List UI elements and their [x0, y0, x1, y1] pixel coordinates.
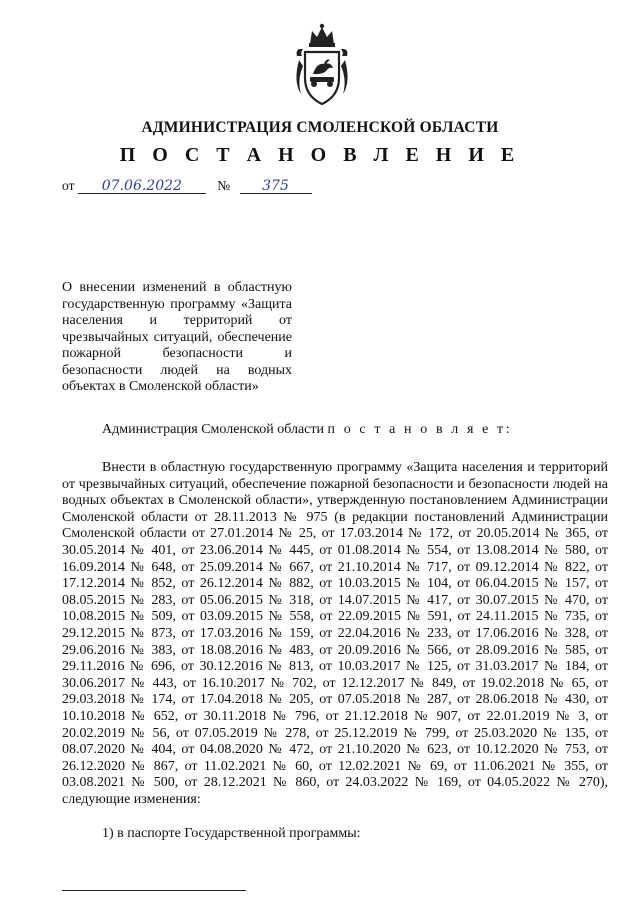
- organization-title: АДМИНИСТРАЦИЯ СМОЛЕНСКОЙ ОБЛАСТИ: [141, 119, 499, 136]
- number-label: №: [217, 178, 231, 193]
- decree-word: п о с т а н о в л я е т:: [327, 422, 513, 437]
- preamble: [102, 422, 512, 438]
- document-type: П О С Т А Н О В Л Е Н И Е: [119, 144, 521, 166]
- smolensk-coat-of-arms-icon: [293, 22, 351, 108]
- main-paragraph: Внести в областную государственную программу «Защита населения и территорий от чрезвычайных ситуаций, обеспечение пожарной безопасности и безопасности людей на водных объектах в Смоленской области», утвержденную постановлением Администрации Смоленской области от 28.11.2013 № 975 (в редакции постановлений Администрации Смоленской области от 27.01.2014 № 25, от 17.03.2014 № 172, от 20.05.2014 № 365, от 30.05.2014 № 401, от 23.06.2014 № 445, от 01.08.2014 № 554, от 13.08.2014 № 580, от 16.09.2014 № 648, от 25.09.2014 № 667, от 21.10.2014 № 717, от 09.12.2014 № 822, от 17.12.2014 № 852, от 26.12.2014 № 882, от 10.03.2015 № 104, от 06.04.2015 № 157, от 08.05.2015 № 283, от 05.06.2015 № 318, от 14.07.2015 № 417, от 30.07.2015 № 470, от 10.08.2015 № 509, от 03.09.2015 № 558, от 22.09.2015 № 591, от 24.11.2015 № 735, от 29.12.2015 № 873, от 17.03.2016 № 159, от 22.04.2016 № 233, от 17.06.2016 № 328, от 29.06.2016 № 383, от 18.08.2016 № 483, от 20.09.2016 № 566, от 28.09.2016 № 585, от 29.11.2016 № 696, от 30.12.2016 № 813, от 10.03.2017 № 125, от 31.03.2017 № 184, от 30.06.2017 № 443, от 16.10.2017 № 702, от 12.12.2017 № 849, от 19.02.2018 № 65, от 29.03.2018 № 174, от 17.04.2018 № 205, от 07.05.2018 № 287, от 28.06.2018 № 430, от 10.10.2018 № 652, от 30.11.2018 № 796, от 21.12.2018 № 907, от 22.01.2019 № 3, от 20.02.2019 № 56, от 07.05.2019 № 278, от 25.12.2019 № 799, от 25.03.2020 № 135, от 08.07.2020 № 404, от 04.08.2020 № 472, от 21.10.2020 № 623, от 10.12.2020 № 753, от 26.12.2020 № 867, от 11.02.2021 № 60, от 12.02.2021 № 69, от 11.06.2021 № 355, от 03.08.2021 № 500, от 28.12.2021 № 860, от 24.03.2022 № 169, от 04.05.2022 № 270), следующие изменения:: [62, 460, 608, 807]
- handwritten-date: 07.06.2022: [78, 179, 206, 194]
- list-item-1: 1) в паспорте Государственной программы:: [102, 826, 361, 841]
- date-label: от: [62, 178, 75, 193]
- document-dateline: [62, 178, 312, 194]
- footnote-divider: [62, 890, 246, 891]
- handwritten-number: 375: [240, 179, 312, 194]
- document-subject: О внесении изменений в областную государственную программу «Защита населения и территорий от чрезвычайных ситуаций, обеспечение пожарной безопасности и безопасности людей на водных объектах в Смоленской области»: [62, 280, 292, 394]
- preamble-text: Администрация Смоленской области: [102, 422, 325, 437]
